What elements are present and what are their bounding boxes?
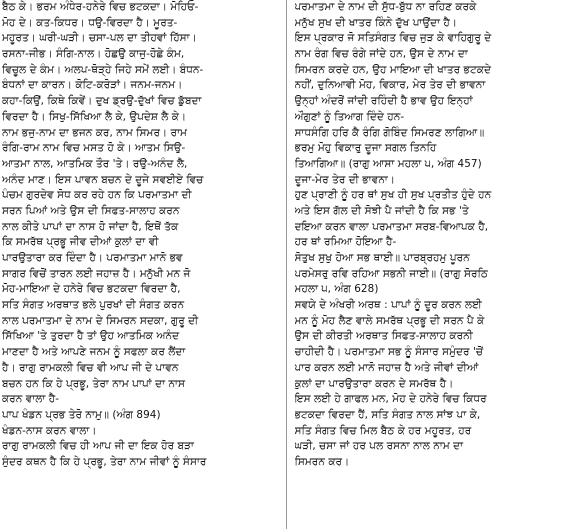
text-line: ਇਸ ਲਈ ਹੇ ਗਾਫਲ ਮਨ, ਮੋਹ ਦੇ ਹਨੇਰੇ ਵਿਚ ਕਿਧਰ <box>294 393 487 406</box>
text-line: ਕੁਲਾਂ ਦਾ ਪਾਰਉਤਾਰਾ ਕਰਨ ਦੇ ਸਮਰੱਥ ਹੈ। <box>294 377 454 390</box>
text-line: ਭਟਕਦਾ ਵਿਰਦਾ ਹੈਂ, ਸਤਿ ਸੰਗਤ ਨਾਲ ਸਾਂਝ ਪਾ ਕੇ, <box>294 408 481 421</box>
text-line: ਬੈਠ ਕੇ। ਭਰਮ ਅੰਧੇਰ-ਹਨੇਰੇ ਵਿਚ ਭਟਕਦਾ। ਮੋਹਿਓ- <box>2 1 199 13</box>
text-line: ਰਾਗੁ ਰਾਮਕਲੀ ਵਿਚ ਹੀ ਆਪ ਜੀ ਦਾ ਇਕ ਹੋਰ ਬੜਾ <box>2 440 194 453</box>
text-line: ਪਰਮਾਤਮਾ ਦੇ ਨਾਮ ਦੀ ਸੁੱਧ-ਬੁੱਧ ਨਾ ਰਹਿਣ ਕਰਕੇ <box>294 1 477 13</box>
text-line: ਤਿਆਗਿਆ॥ (ਰਾਗੁ ਆਸਾ ਮਹਲਾ ੫, ਅੰਗ 457) <box>294 157 482 170</box>
text-line: ਸੁੰਦਰ ਕਥਨ ਹੈ ਕਿ ਹੇ ਪ੍ਰਭੂ, ਤੇਰਾ ਨਾਮ ਜੀਵਾਂ ਨੂੰ ਸੰਸਾਰ <box>2 455 207 468</box>
text-line: ਪਰਮੇਸਰੁ ਰਵਿ ਰਹਿਆ ਸਭਨੀ ਜਾਈ॥ (ਰਾਗੁ ਸੋਰਠਿ <box>294 267 488 280</box>
text-line: ਔਗੁਣਾਂ ਨੂੰ ਤਿਆਗ ਦਿੰਦੇ ਹਨ- <box>294 110 405 123</box>
text-line: ਨਾਮ ਰੰਗ ਵਿਚ ਰੰਗੇ ਜਾਂਦੇ ਹਨ, ਉਸ ਦੇ ਨਾਮ ਦਾ <box>294 48 468 61</box>
text-line: ਉਸ ਦੀ ਕੀਰਤੀ ਅਰਥਾਤ ਸਿਫਤ-ਸਾਲਾਹ ਕਰਨੀ <box>294 330 473 343</box>
text-line: ਮਹੂਰਤ। ਘਰੀ-ਘੜੀ। ਚਸਾ-ਪਲ ਦਾ ਤੀਹਵਾਂ ਹਿੱਸਾ। <box>2 32 197 45</box>
text-line: ਮਨ ਨੂੰ ਮੋਹ ਲੈਣ ਵਾਲੇ ਸਮਰੱਥ ਪ੍ਰਭੂ ਦੀ ਸਰਨ ਪੈ ਕੇ <box>294 314 485 327</box>
left-text-column <box>0 0 286 529</box>
text-line: ਰੰਗਿ-ਰਾਮ ਨਾਮ ਵਿਚ ਮਸਤ ਹੋ ਕੇ। ਆਤਮ ਸਿਉ- <box>2 142 186 155</box>
text-line: ਕਰਨ ਵਾਲਾ ਹੈ- <box>2 393 60 406</box>
text-line: ਸਿਮਰਨ ਕਰ। <box>294 455 350 468</box>
text-line: ਅਨੰਦ ਮਾਣ। ਇਸ ਪਾਵਨ ਬਚਨ ਦੇ ਦੂਜੇ ਸਵਈਏ ਵਿਚ <box>2 173 204 186</box>
text-line: ਮੋਹ ਦੇ। ਕਤ-ਕਿਧਰ। ਧਉ-ਵਿਰਦਾ ਹੈ। ਮੂਰਤ- <box>2 16 178 29</box>
text-line: ਹਰ ਥਾਂ ਰਮਿਆ ਹੋਇਆ ਹੈ- <box>294 236 397 249</box>
text-line: ਹੁਣ ਪ੍ਰਾਣੀ ਨੂੰ ਹਰ ਥਾਂ ਸੁਖ ਹੀ ਸੁਖ ਪ੍ਰਤੀਤ ਹੁੰਦੇ ਹਨ <box>294 189 492 202</box>
text-line: ਆਤਮਾ ਨਾਲ, ਆਤਮਿਕ ਤੌਰ 'ਤੇ। ਰਉ-ਅਨੰਦ ਲੈ, <box>2 157 188 170</box>
text-line: ਬਚਨ ਹਨ ਕਿ ਹੇ ਪ੍ਰਭੂ, ਤੇਰਾ ਨਾਮ ਪਾਪਾਂ ਦਾ ਨਾਸ <box>2 377 186 390</box>
text-line: ਘੜੀ, ਚਸਾ ਜਾਂ ਹਰ ਪਲ ਰਸਨਾ ਨਾਲ ਨਾਮ ਦਾ <box>294 440 464 453</box>
text-line: ਸੋਤੁਖ ਸੁਖੁ ਹੋਆ ਸਭ ਥਾਈ॥ ਪਾਰਬ੍ਰਹਮੁ ਪੂਰਨ <box>294 252 470 264</box>
text-line: ਸਿੱਖਿਆ 'ਤੇ ਤੁਰਦਾ ਹੈ ਤਾਂ ਉਹ ਆਤਮਿਕ ਅਨੰਦ <box>2 330 180 343</box>
text-line: ਮਾਣਦਾ ਹੈ ਅਤੇ ਆਪਣੇ ਜਨਮ ਨੂੰ ਸਫਲਾ ਕਰ ਲੈਂਦਾ <box>2 346 186 359</box>
text-line: ਭਰਮੁ ਮੋਹੁ ਵਿਕਾਰੁ ਦੂਜਾ ਸਗਲ ਤਿਨਹਿ <box>294 142 437 155</box>
text-line: ਸਵਯੇ ਦੇ ਅੰਖਰੀ ਅਰਥ : ਪਾਪਾਂ ਨੂੰ ਦੂਰ ਕਰਨ ਲਈ <box>294 299 482 312</box>
text-line: ਪਾਰ ਕਰਨ ਲਈ ਮਾਨੋ ਜਹਾਜ਼ ਹੈ ਅਤੇ ਜੀਵਾਂ ਦੀਆਂ <box>294 361 479 374</box>
text-line: ਮਨੁੱਖ ਸੁਖ ਦੀ ਖਾਤਰ ਕਿੰਨੇ ਦੁੱਖ ਪਾਉਂਦਾ ਹੈ। <box>294 16 458 29</box>
text-line: ਮਹਲਾ ੫, ਅੰਗ 628) <box>294 283 379 296</box>
text-line: ਕਹਾ-ਕਿਉਂ, ਕਿਥੇ ਕਿਵੇਂ। ਦੁਖ ਡ੍ਰਉ-ਦੁੱਖਾਂ ਵਿਚ ਡੁੱਬਦਾ <box>2 95 202 108</box>
text-line: ਸਤਿ ਸੰਗਤ ਅਰਥਾਤ ਭਲੇ ਪੁਰਖਾਂ ਦੀ ਸੰਗਤ ਕਰਨ <box>2 299 185 312</box>
text-line: ਖੰਡਨ-ਨਾਸ ਕਰਨ ਵਾਲਾ। <box>2 424 97 437</box>
text-line: ਨਾਲ ਪਰਮਾਤਮਾ ਦੇ ਨਾਮ ਦੇ ਸਿਮਰਨ ਸਦਕਾ, ਗੁਰੂ ਦੀ <box>2 314 199 327</box>
text-line: ਚਾਹੀਦੀ ਹੈ। ਪਰਮਾਤਮਾ ਸਭ ਨੂੰ ਸੰਸਾਰ ਸਮੁੰਦਰ 'ਚੋਂ <box>294 346 484 359</box>
text-line: ਸਾਧਸੰਗਿ ਹਰਿ ਕੈ ਰੰਗਿ ਗੋਬਿੰਦ ਸਿਮਰਣ ਲਾਗਿਆ॥ <box>294 126 485 139</box>
text-line: ਵਿਚੂਲ ਦੇ ਕੰਮ। ਅਲਪ-ਥੋੜ੍ਹੇ ਜਿਹੇ ਸਮੇਂ ਲਈ। ਬੰਧਨ- <box>2 63 204 76</box>
text-line: ਰਸਨਾ-ਜੀਭ। ਸੰਗਿ-ਨਾਲ। ਹੋਛਉ ਕਾਜੁ-ਹੋਛੇ ਕੰਮ, <box>2 48 185 61</box>
text-line: ਸਤਿ ਸੰਗਤ ਵਿਚ ਮਿਲ ਬੈਠ ਕੇ ਹਰ ਮਹੂਰਤ, ਹਰ <box>294 424 472 437</box>
text-line: ਪਾਰਉਤਾਰਾ ਕਰ ਦਿੰਦਾ ਹੈ। ਪਰਮਾਤਮਾ ਮਾਨੋ ਭਵ <box>2 252 183 264</box>
text-line: ਸਿਮਰਨ ਕਰਦੇ ਹਨ, ਉਹ ਮਾਇਆ ਦੀ ਖਾਤਰ ਭਟਕਦੇ <box>294 63 491 76</box>
text-line: ਦੂਜਾ-ਮੇਰ ਤੇਰ ਦੀ ਭਾਵਨਾ। <box>294 173 395 186</box>
text-line: ਪੰਚਮ ਗੁਰਦੇਵ ਸੋਧ ਕਰ ਰਹੇ ਹਨ ਕਿ ਪਰਮਾਤਮਾ ਦੀ <box>2 189 192 202</box>
text-line: ਨਾਮ ਭਜੁ-ਨਾਮ ਦਾ ਭਜਨ ਕਰ, ਨਾਮ ਸਿਮਰ। ਰਾਮ <box>2 126 187 139</box>
text-line: ਨਾਲ ਕੀਤੇ ਪਾਪਾਂ ਦਾ ਨਾਸ ਹੋ ਜਾਂਦਾ ਹੈ, ਇਥੋਂ ਤੱਕ <box>2 220 179 233</box>
text-line: ਬੰਧਨਾਂ ਦਾ ਕਾਰਨ। ਕੋਟਿ-ਕਰੋੜਾਂ। ਜਨਮ-ਜਨਮ। <box>2 79 183 92</box>
right-text-column <box>287 0 575 529</box>
text-line: ਸਾਗਰ ਵਿਚੋਂ ਤਾਰਨ ਲਈ ਜਹਾਜ਼ ਹੈ। ਮਨੁੱਖੀ ਮਨ ਜੋ <box>2 267 191 280</box>
text-line: ਕਿ ਸਮਰੱਥ ਪ੍ਰਭੂ ਜੀਵ ਦੀਆਂ ਕੁਲਾਂ ਦਾ ਵੀ <box>2 236 159 249</box>
text-line: ਪਾਪ ਖੰਡਨ ਪ੍ਰਭ ਤੇਰੋ ਨਾਮੁ॥ (ਅੰਗ 894) <box>2 408 161 421</box>
text-line: ਉਨ੍ਹਾਂ ਅੰਦਰੋਂ ਜਾਂਦੀ ਰਹਿੰਦੀ ਹੈ ਭਾਵ ਉਹ ਇਨ੍ਹਾਂ <box>294 95 473 108</box>
text-line: ਦਇਆ ਕਰਨ ਵਾਲਾ ਪਰਮਾਤਮਾ ਸਰਬ-ਵਿਆਪਕ ਹੈ, <box>294 220 489 233</box>
text-line: ਨਹੀਂ, ਦੁਨਿਆਵੀ ਮੋਹ, ਵਿਕਾਰ, ਮੇਰ ਤੇਰ ਦੀ ਭਾਵਨਾ <box>294 79 486 92</box>
text-line: ਸਰਨ ਪਿਆਂ ਅਤੇ ਉਸ ਦੀ ਸਿਫਤ-ਸਾਲਾਹ ਕਰਨ <box>2 204 180 217</box>
text-line: ਮੋਹ-ਮਾਇਆ ਦੇ ਹਨੇਰੇ ਵਿਚ ਭਟਕਦਾ ਵਿਰਦਾ ਹੈ, <box>2 283 181 296</box>
text-line: ਇਸ ਪ੍ਰਕਾਰ ਜੋ ਸਤਿਸੰਗਤ ਵਿਚ ਜੁੜ ਕੇ ਵਾਹਿਗੁਰੂ ਦੇ <box>294 32 492 45</box>
text-line: ਹੈ। ਰਾਗੁ ਰਾਮਕਲੀ ਵਿਚ ਵੀ ਆਪ ਜੀ ਦੇ ਪਾਵਨ <box>2 361 179 374</box>
text-line: ਵਿਰਦਾ ਹੈ। ਸਿਖੁ-ਸਿੱਖਿਆ ਲੈ ਕੇ, ਉਪਦੇਸ਼ ਲੈ ਕੇ। <box>2 110 187 123</box>
text-line: ਅਤੇ ਇਸ ਗੱਲ ਦੀ ਸੋਝੀ ਪੈ ਜਾਂਦੀ ਹੈ ਕਿ ਸਭ 'ਤੇ <box>294 204 469 217</box>
